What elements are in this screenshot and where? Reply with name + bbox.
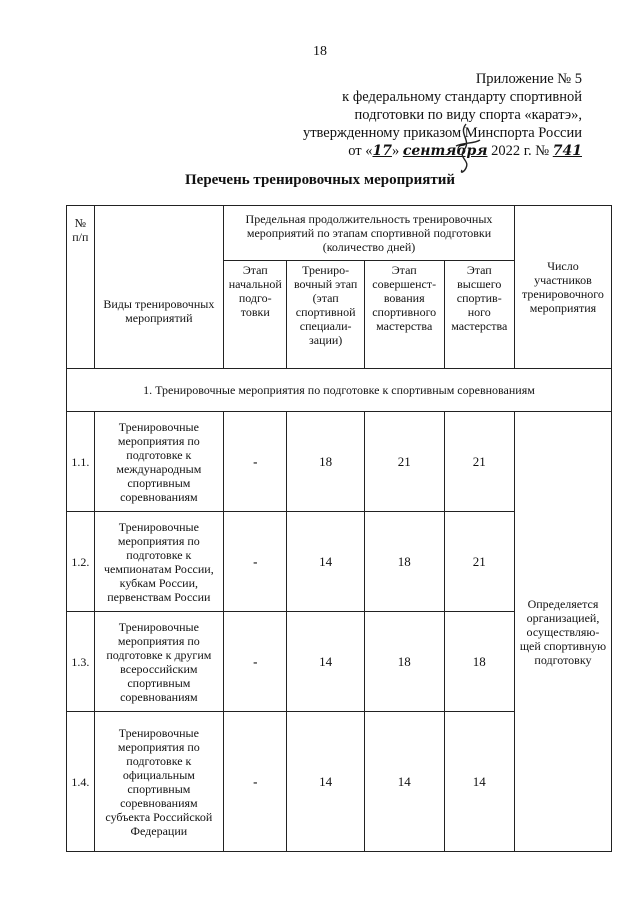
row-kind: Тренировочные мероприятия по подготовке к чемпионатам России, кубкам России, первенствам России — [94, 512, 223, 612]
row-num: 1.2. — [67, 512, 95, 612]
participants-value: Определяется организацией, осуществляю-щей спортивную подготовку — [514, 412, 611, 852]
appendix-line: Приложение № 5 — [475, 71, 582, 87]
header-stage-initial: Этап начальной подго-товки — [224, 261, 287, 369]
row-stage-highest: 21 — [444, 412, 514, 512]
row-kind: Тренировочные мероприятия по подготовке к международным спортивным соревнованиям — [94, 412, 223, 512]
row-stage-highest: 14 — [444, 712, 514, 852]
row-stage-highest: 18 — [444, 612, 514, 712]
signature-mark — [446, 120, 486, 176]
row-kind: Тренировочные мероприятия по подготовке к другим всероссийским спортивным соревнованиям — [94, 612, 223, 712]
row-num: 1.4. — [67, 712, 95, 852]
page-number: 18 — [313, 44, 327, 59]
header-num: № п/п — [67, 206, 95, 369]
row-stage-improvement: 21 — [364, 412, 444, 512]
row-num: 1.1. — [67, 412, 95, 512]
date-mid: » — [391, 143, 403, 159]
handwritten-month: сентября — [402, 143, 488, 159]
page-title: Перечень тренировочных мероприятий — [185, 172, 455, 188]
row-stage-training: 18 — [287, 412, 364, 512]
handwritten-day: 17 — [372, 143, 392, 159]
row-num: 1.3. — [67, 612, 95, 712]
section-row — [67, 369, 612, 412]
date-year: 2022 г. № — [487, 143, 553, 159]
row-stage-training: 14 — [287, 512, 364, 612]
appendix-line: к федеральному стандарту спортивной — [342, 89, 582, 105]
handwritten-number: 741 — [552, 143, 582, 159]
date-prefix: от « — [348, 143, 373, 159]
appendix-line: утвержденному приказом Минспорта России — [302, 125, 582, 141]
row-stage-initial: - — [224, 412, 287, 512]
row-stage-improvement: 14 — [364, 712, 444, 852]
row-stage-improvement: 18 — [364, 512, 444, 612]
header-stage-improvement: Этап совершенст-вования спортивного мастерства — [364, 261, 444, 369]
appendix-date-line — [303, 142, 582, 160]
section-title: 1. Тренировочные мероприятия по подготовке к спортивным соревнованиям — [67, 369, 612, 412]
header-duration: Предельная продолжительность тренировочных мероприятий по этапам спортивной подготовки (количество дней) — [224, 206, 515, 261]
training-events-table — [66, 205, 612, 852]
row-stage-training: 14 — [287, 612, 364, 712]
row-stage-training: 14 — [287, 712, 364, 852]
appendix-header — [303, 70, 582, 160]
row-stage-improvement: 18 — [364, 612, 444, 712]
row-kind: Тренировочные мероприятия по подготовке к официальным спортивным соревнованиям субъекта Российской Федерации — [94, 712, 223, 852]
appendix-line: подготовки по виду спорта «каратэ», — [354, 107, 582, 123]
header-participants: Число участников тренировочного мероприятия — [514, 206, 611, 369]
row-stage-initial: - — [224, 612, 287, 712]
table-row — [67, 412, 612, 512]
row-stage-initial: - — [224, 712, 287, 852]
header-stage-training: Трениро-вочный этап (этап спортивной специали-зации) — [287, 261, 364, 369]
table-header-row — [67, 206, 612, 261]
row-stage-highest: 21 — [444, 512, 514, 612]
row-stage-initial: - — [224, 512, 287, 612]
header-kind: Виды тренировочных мероприятий — [94, 206, 223, 369]
header-stage-highest: Этап высшего спортив-ного мастерства — [444, 261, 514, 369]
